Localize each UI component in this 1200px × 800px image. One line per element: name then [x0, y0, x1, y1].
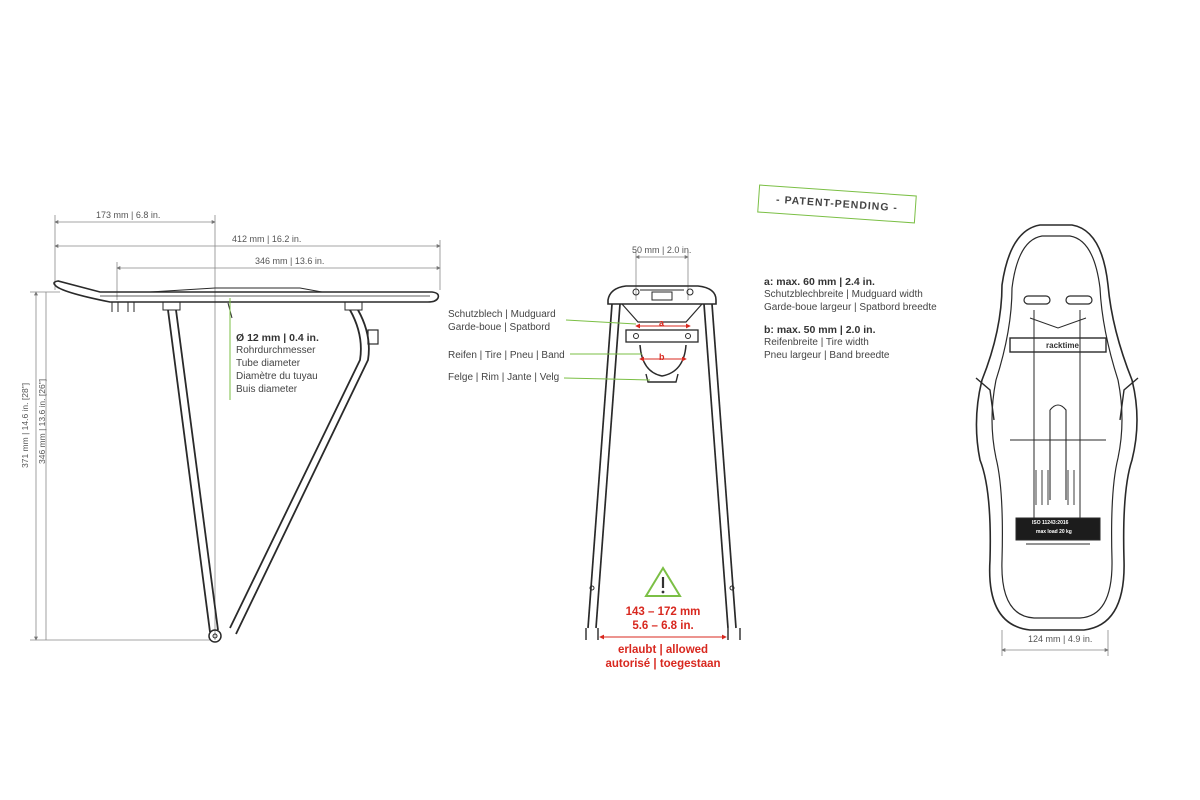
allowed-line-2: autorisé | toegestaan [605, 658, 721, 670]
dim-50mm: 50 mm | 2.0 in. [632, 245, 692, 255]
mark-b: b [659, 352, 665, 362]
tube-diameter-size: Ø 12 mm | 0.4 in. [236, 332, 319, 344]
label-mudguard-2: Garde-boue | Spatbord [448, 322, 551, 333]
tube-line: Tube diameter [236, 358, 301, 369]
vdim-371mm: 371 mm | 14.6 in. [28"] [20, 382, 30, 468]
vdim-346mm: 346 mm | 13.6 in. [26"] [37, 378, 47, 464]
dim-173mm: 173 mm | 6.8 in. [96, 210, 161, 220]
range-in: 5.6 – 6.8 in. [632, 620, 694, 632]
dim-346mm: 346 mm | 13.6 in. [255, 256, 325, 266]
spec-a-line: Schutzblechbreite | Mudguard width [764, 289, 923, 300]
label-rim: Felge | Rim | Jante | Velg [448, 372, 560, 383]
spec-b [764, 324, 889, 362]
tube-line: Rohrdurchmesser [236, 345, 316, 356]
spec-a-head-text: a: max. 60 mm | 2.4 in. [764, 276, 875, 288]
dim-412mm: 412 mm | 16.2 in. [232, 234, 302, 244]
top-view [976, 225, 1138, 656]
tube-line: Buis diameter [236, 384, 298, 395]
label-tire: Reifen | Tire | Pneu | Band [448, 350, 565, 361]
spec-b-line: Pneu largeur | Band breedte [764, 350, 890, 361]
front-view [564, 250, 740, 640]
tube-spec [236, 332, 319, 396]
dim-124mm: 124 mm | 4.9 in. [1028, 634, 1093, 644]
label-mudguard: Schutzblech | Mudguard [448, 309, 556, 320]
tube-line: Diamètre du tuyau [236, 371, 318, 382]
spec-a-head [764, 276, 937, 288]
mark-a: a [659, 318, 665, 328]
spec-b-head: b: max. 50 mm | 2.0 in. [764, 324, 876, 336]
patent-pending-text: - PATENT-PENDING - [775, 193, 899, 215]
side-view [30, 215, 440, 642]
spec-a-line: Garde-boue largeur | Spatbord breedte [764, 302, 937, 313]
range-mm: 143 – 172 mm [625, 606, 701, 618]
side-dimension-lines [30, 215, 440, 640]
spec-a [764, 276, 937, 314]
brand-label: racktime [1046, 341, 1079, 350]
allowed-line-1: erlaubt | allowed [617, 644, 709, 656]
spec-b-line: Reifenbreite | Tire width [764, 337, 869, 348]
iso-plate-1: ISO 11243:2016 [1032, 520, 1069, 526]
iso-plate-2: max load 20 kg [1036, 529, 1072, 535]
